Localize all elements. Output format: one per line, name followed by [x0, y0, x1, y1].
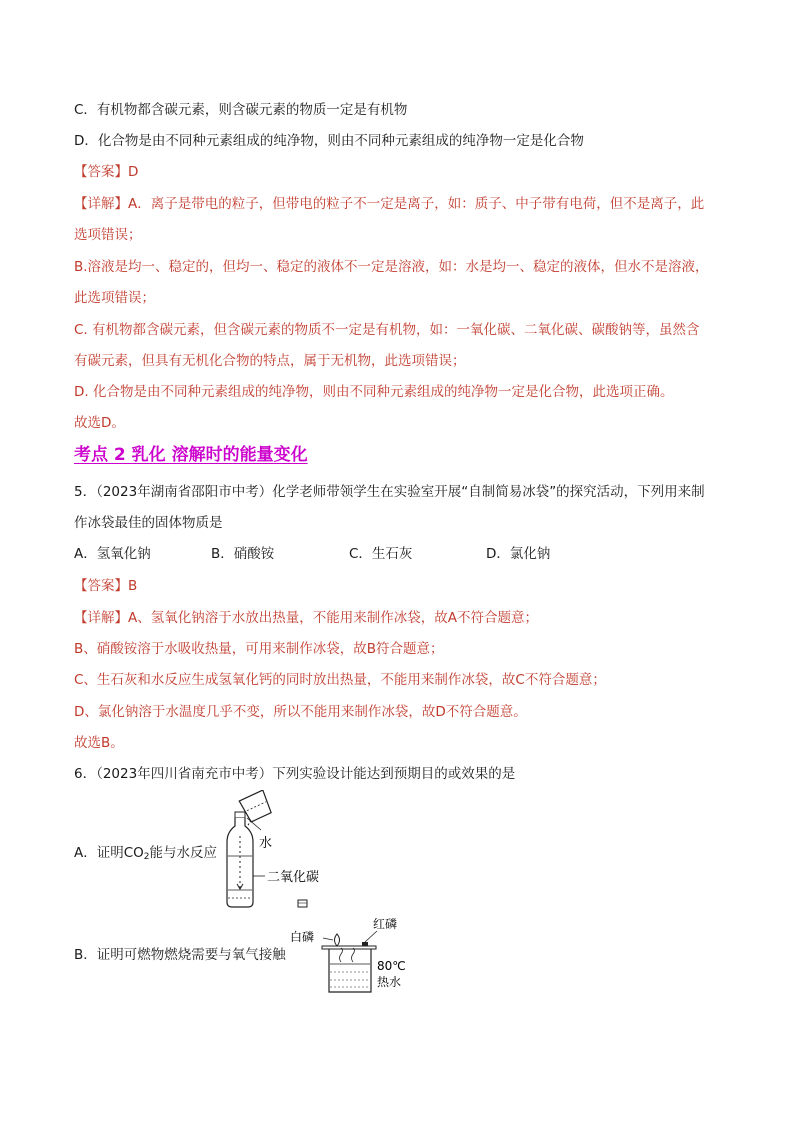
- detail-text: A．离子是带电的粒子，但带电的粒子不一定是离子，如：质子、中子带有电荷，但不是离子，此: [128, 196, 705, 212]
- q4-detail-a-2: 选项错误；: [74, 227, 142, 243]
- q4-option-d: D．化合物是由不同种元素组成的纯净物，则由不同种元素组成的纯净物一定是化合物: [74, 133, 584, 149]
- label-red-phosphorus: 红磷: [373, 917, 398, 931]
- q5-stem-2: 作冰袋最佳的固体物质是: [74, 515, 223, 531]
- option-a-text: A．证明CO: [74, 845, 144, 861]
- q5-answer: [74, 576, 137, 596]
- q5-option-a: A．氢氧化钠: [74, 546, 151, 562]
- q4-conclusion: 故选D。: [74, 415, 125, 431]
- q6-option-b: B．证明可燃物燃烧需要与氧气接触: [74, 947, 286, 963]
- detail-text: A、氢氧化钠溶于水放出热量，不能用来制作冰袋，故A不符合题意；: [128, 610, 538, 626]
- q4-detail-b-1: B.溶液是均一、稳定的，但均一、稳定的液体不一定是溶液，如：水是均一、稳定的液体，但水不是溶液，: [74, 259, 709, 275]
- q6-stem: 6．（2023年四川省南充市中考）下列实验设计能达到预期目的或效果的是: [74, 766, 516, 782]
- q4-detail-c-1: C. 有机物都含碳元素，但含碳元素的物质不一定是有机物，如：一氧化碳、二氧化碳、碳酸钠等，虽然含: [74, 322, 700, 338]
- answer-label: 【答案】: [74, 164, 128, 180]
- answer-value: D: [128, 164, 139, 180]
- beaker-icon: [329, 949, 371, 992]
- q5-detail-a: [74, 608, 538, 628]
- q4-detail-d: D. 化合物是由不同种元素组成的纯净物，则由不同种元素组成的纯净物一定是化合物，此选项正确。: [74, 384, 674, 400]
- detail-label: 【详解】: [74, 610, 128, 626]
- answer-label: 【答案】: [74, 578, 128, 594]
- label-water: 水: [259, 836, 273, 851]
- figure-combustion: [285, 912, 415, 997]
- option-a-text-end: 能与水反应: [149, 845, 218, 861]
- q5-option-d: D．氯化钠: [486, 546, 551, 562]
- q5-detail-d: D、氯化钠溶于水温度几乎不变，所以不能用来制作冰袋，故D不符合题意。: [74, 704, 527, 720]
- figure-co2-bottle: [215, 790, 335, 915]
- copper-plate: [322, 946, 376, 949]
- plastic-bottle-icon: [227, 812, 253, 907]
- flame-icon: [335, 934, 340, 946]
- q5-option-c: C．生石灰: [349, 546, 413, 562]
- detail-label: 【详解】: [74, 196, 128, 212]
- q6-option-a: [74, 843, 217, 867]
- red-phosphorus-icon: [362, 942, 368, 946]
- subscript: 2: [143, 852, 150, 862]
- label-co2: 二氧化碳: [267, 870, 320, 885]
- label-white-phosphorus: 白磷: [290, 930, 315, 944]
- bottle-cap-icon: [298, 900, 307, 907]
- q5-option-b: B．硝酸铵: [211, 546, 275, 562]
- label-hot-water: 热水: [377, 975, 402, 989]
- q4-answer: [74, 162, 138, 182]
- q5-conclusion: 故选B。: [74, 735, 124, 751]
- answer-value: B: [128, 578, 138, 594]
- section-heading: 考点 2 乳化 溶解时的能量变化: [74, 445, 308, 465]
- q5-stem-1: 5．（2023年湖南省邵阳市中考）化学老师带领学生在实验室开展“自制简易冰袋”的探究活动，下列用来制: [74, 484, 705, 500]
- q5-detail-b: B、硝酸铵溶于水吸收热量，可用来制作冰袋，故B符合题意；: [74, 641, 444, 657]
- q4-detail-b-2: 此选项错误；: [74, 290, 155, 306]
- q4-detail-a-1: [74, 194, 704, 214]
- q4-option-c: C．有机物都含碳元素，则含碳元素的物质一定是有机物: [74, 102, 408, 118]
- q4-detail-c-2: 有碳元素，但具有无机化合物的特点，属于无机物，此选项错误；: [74, 353, 466, 369]
- q5-detail-c: C、生石灰和水反应生成氢氧化钙的同时放出热量，不能用来制作冰袋，故C不符合题意；: [74, 672, 606, 688]
- label-temperature: 80℃: [377, 959, 406, 973]
